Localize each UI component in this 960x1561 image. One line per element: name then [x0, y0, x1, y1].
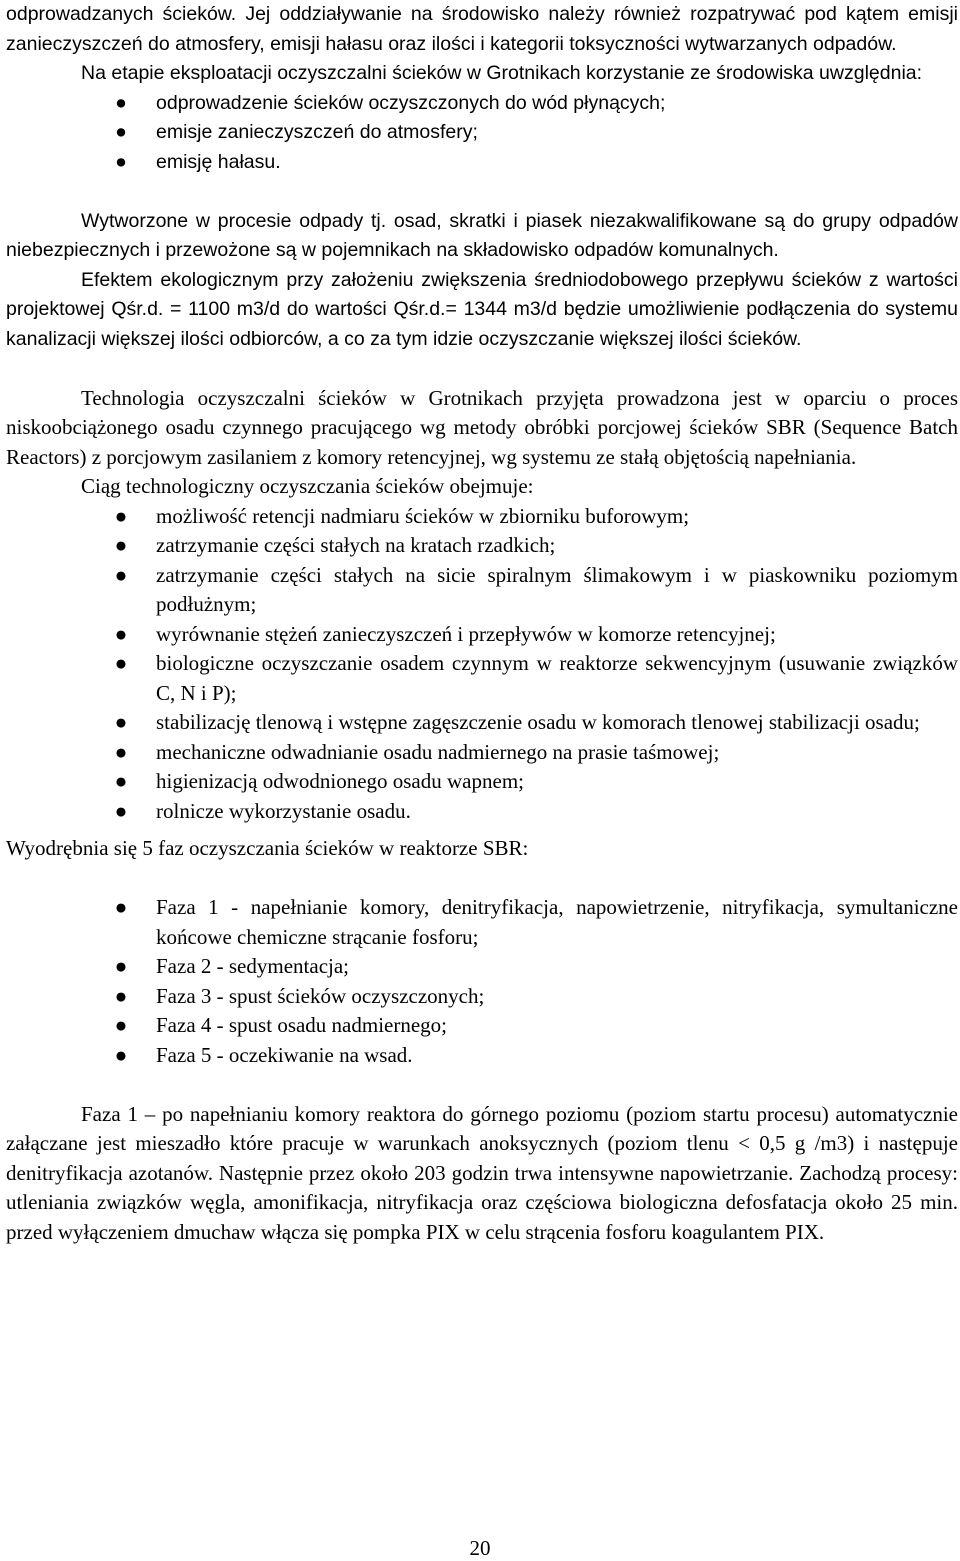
list-item: ● biologiczne oczyszczanie osadem czynnym w reaktorze sekwencyjnym (usuwanie związków C, N i P); [114, 651, 958, 705]
list-item: ● zatrzymanie części stałych na kratach rzadkich; [6, 531, 958, 561]
bullet-icon: ● [114, 562, 128, 587]
list-item: ● odprowadzenie ścieków oczyszczonych do wód płynących; [6, 89, 958, 119]
bullet-icon: ● [114, 651, 128, 675]
phase1-description: Faza 1 – po napełnianiu komory reaktora do górnego poziomu (poziom startu procesu) automatycznie załączane jest mieszadło które pracuje w warunkach anoksycznych (poziom tlenu < 0,5 g /m3) i następuje denitryfikacja azotanów. Następnie przez około 203 godzin trwa intensywne napowietrzanie. Zachodzą procesy: utleniania związków węgla, amonifikacja, nitryfikacja oraz częściowa biologiczna defosfatacja około 25 min. przed wyłączeniem dmuchaw włącza się pompka PIX w celu strącenia fosforu koagulantem PIX. [6, 1101, 958, 1244]
bullet-icon: ● [114, 1013, 128, 1037]
intro-paragraph: odprowadzanych ścieków. Jej oddziaływanie na środowisko należy również rozpatrywać pod kątem emisji zanieczyszczeń do atmosfery, emisji hałasu oraz ilości i kategorii toksyczności wytwarzanych odpadów. [6, 3, 958, 55]
list-item: ● Faza 5 - oczekiwanie na wsad. [6, 1041, 958, 1071]
bullet-icon: ● [114, 533, 128, 557]
impacts-list [6, 89, 958, 178]
bullet-icon: ● [114, 503, 128, 528]
bullet-icon: ● [114, 895, 128, 919]
bullet-icon: ● [114, 621, 128, 646]
bullet-icon: ● [114, 710, 128, 734]
exploitation-paragraph: Na etapie eksploatacji oczyszczalni ścieków w Grotnikach korzystanie ze środowiska uwzględnia: [81, 62, 923, 84]
bullet-icon: ● [114, 798, 128, 823]
list-item: ● Faza 1 - napełnianie komory, denitryfikacja, napowietrzenie, nitryfikacja, symultaniczne końcowe chemiczne strącanie fosforu; [114, 895, 958, 949]
chain-list [6, 502, 958, 827]
list-item: ● Faza 4 - spust osadu nadmiernego; [6, 1011, 958, 1041]
list-item: ● Faza 3 - spust ścieków oczyszczonych; [6, 982, 958, 1012]
bullet-icon: ● [114, 954, 128, 978]
bullet-icon: ● [114, 739, 128, 764]
list-item: ● stabilizację tlenową i wstępne zagęszczenie osadu w komorach tlenowej stabilizacji osadu; [6, 708, 958, 738]
list-item: ● emisje zanieczyszczeń do atmosfery; [6, 118, 958, 148]
list-item: ● możliwość retencji nadmiaru ścieków w zbiorniku buforowym; [6, 502, 958, 532]
bullet-icon: ● [114, 983, 128, 1008]
list-item: ● mechaniczne odwadnianie osadu nadmiernego na prasie taśmowej; [6, 738, 958, 768]
bullet-icon: ● [115, 121, 127, 143]
chain-intro: Ciąg technologiczny oczyszczania ścieków obejmuje: [81, 474, 534, 498]
list-item: ● wyrównanie stężeń zanieczyszczeń i przepływów w komorze retencyjnej; [6, 620, 958, 650]
technology-paragraph: Technologia oczyszczalni ścieków w Grotnikach przyjęta prowadzona jest w oparciu o proces niskoobciążonego osadu czynnego pracującego wg metody obróbki porcjowej ścieków SBR (Sequence Batch Reactors) z porcjowym zasilaniem z komory retencyjnej, wg systemu ze stałą objętością napełniania. [6, 385, 958, 469]
bullet-icon: ● [115, 150, 127, 173]
waste-paragraph: Wytworzone w procesie odpady tj. osad, skratki i piasek niezakwalifikowane są do grupy odpadów niebezpiecznych i przewożone są w pojemnikach na składowisko odpadów komunalnych. [6, 209, 958, 261]
page-number: 20 [469, 1536, 491, 1560]
phases-intro: Wyodrębnia się 5 faz oczyszczania ścieków w reaktorze SBR: [6, 836, 529, 860]
list-item: ● higienizacją odwodnionego osadu wapnem; [6, 767, 958, 797]
bullet-icon: ● [115, 91, 127, 114]
effect-paragraph: Efektem ekologicznym przy założeniu zwiększenia średniodobowego przepływu ścieków z wartości projektowej Qśr.d. = 1100 m3/d do wartości Qśr.d.= 1344 m3/d będzie umożliwienie podłączenia do systemu kanalizacji większej ilości odbiorców, a co za tym idzie oczyszczanie większej ilości ścieków. [6, 268, 958, 350]
bullet-icon: ● [114, 769, 128, 793]
bullet-icon: ● [114, 1042, 128, 1067]
list-item: ● zatrzymanie części stałych na sicie spiralnym ślimakowym i w piaskowniku poziomym podłużnym; [114, 562, 958, 616]
list-item: ● rolnicze wykorzystanie osadu. [6, 797, 958, 827]
list-item: ● Faza 2 - sedymentacja; [6, 952, 958, 982]
document-page [6, 0, 958, 1247]
phases-list [6, 893, 958, 1070]
list-item: ● emisję hałasu. [6, 148, 958, 178]
